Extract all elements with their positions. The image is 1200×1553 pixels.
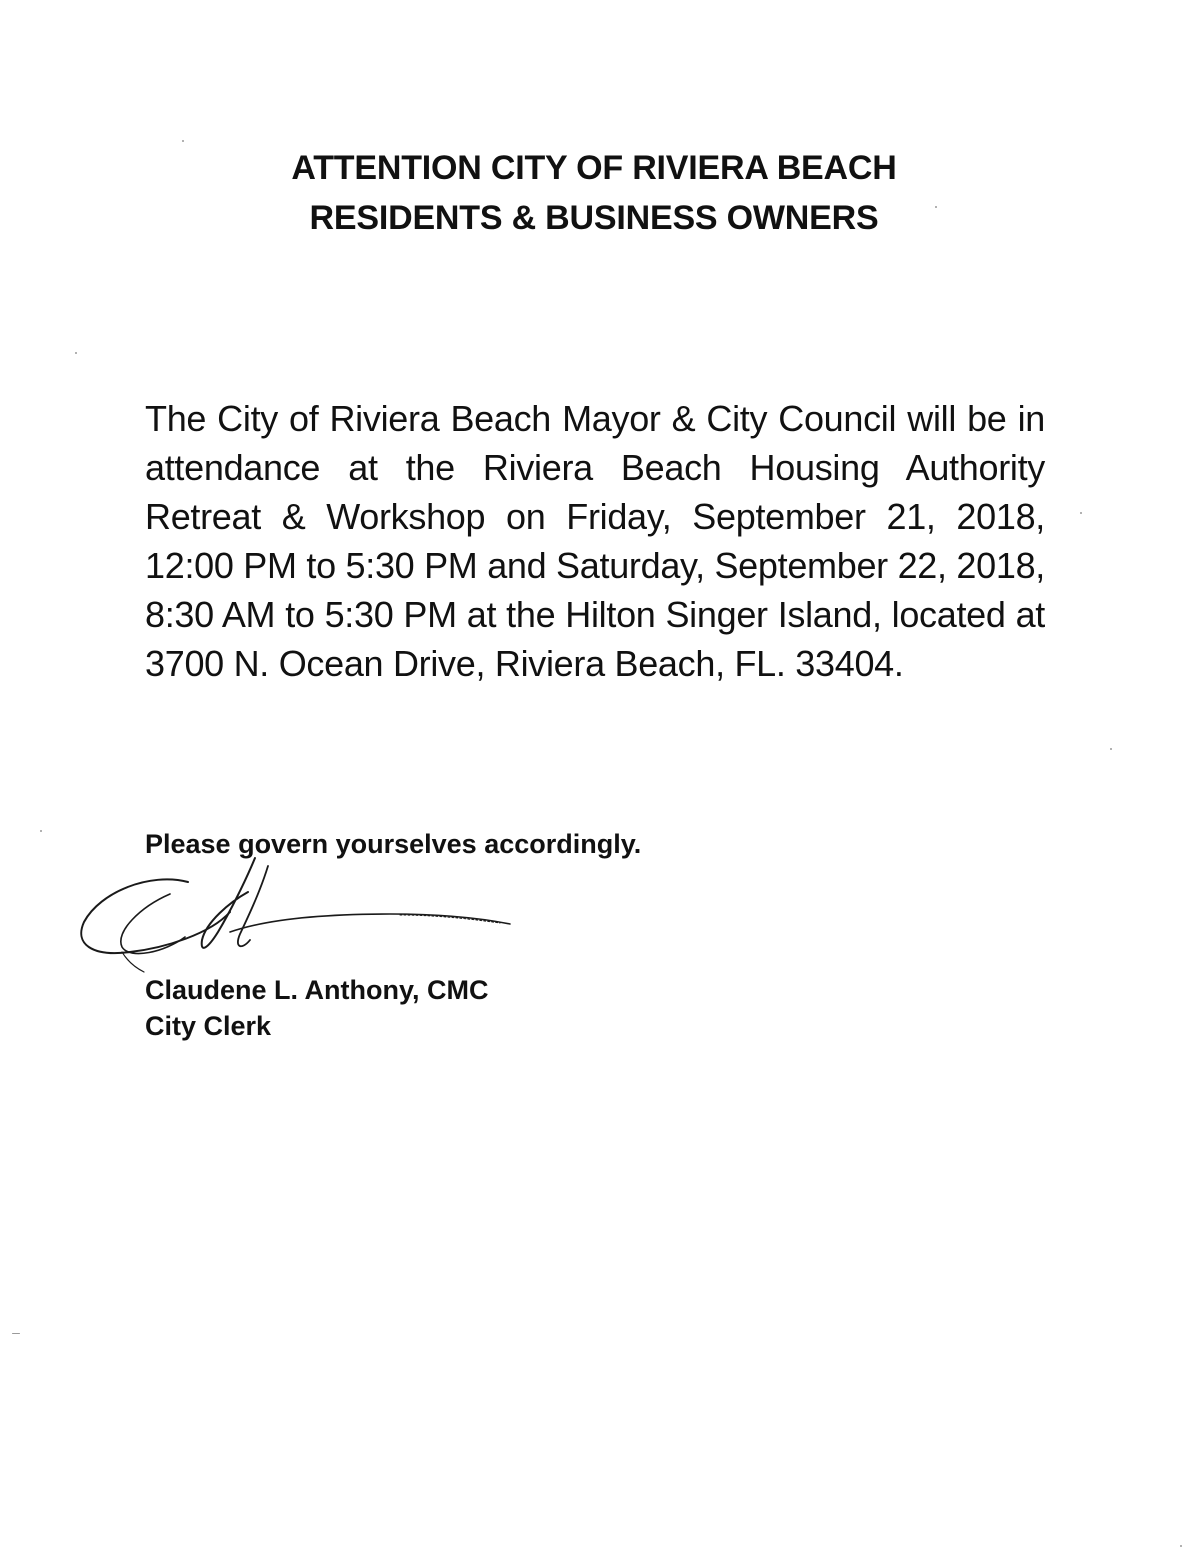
notice-body: The City of Riviera Beach Mayor & City Council will be in attendance at the Riviera Beach Housing Authority Retreat & Workshop on Friday, September 21, 2018, 12:00 PM to 5:30 PM and Saturday, September 22, 2018, 8:30 AM to 5:30 PM at the Hilton Singer Island, located at 3700 N. Ocean Drive, Riviera Beach, FL. 33404. (145, 398, 1046, 684)
heading-line-2: RESIDENTS & BUSINESS OWNERS (309, 199, 879, 237)
scan-speck (1110, 748, 1112, 750)
notice-heading (0, 143, 1188, 243)
signer-name: Claudene L. Anthony, CMC (145, 975, 489, 1005)
scan-speck (1080, 512, 1082, 514)
scan-speck (1180, 1545, 1182, 1547)
scan-speck (182, 140, 184, 142)
closing-line: Please govern yourselves accordingly. (145, 829, 642, 859)
signature-icon (70, 852, 540, 977)
scan-speck (12, 1333, 20, 1334)
scan-speck (75, 352, 77, 354)
scan-speck (40, 830, 42, 832)
signer-block (145, 972, 489, 1044)
heading-line-1: ATTENTION CITY OF RIVIERA BEACH (291, 149, 897, 187)
signer-title: City Clerk (145, 1011, 272, 1041)
scan-speck (935, 206, 937, 208)
